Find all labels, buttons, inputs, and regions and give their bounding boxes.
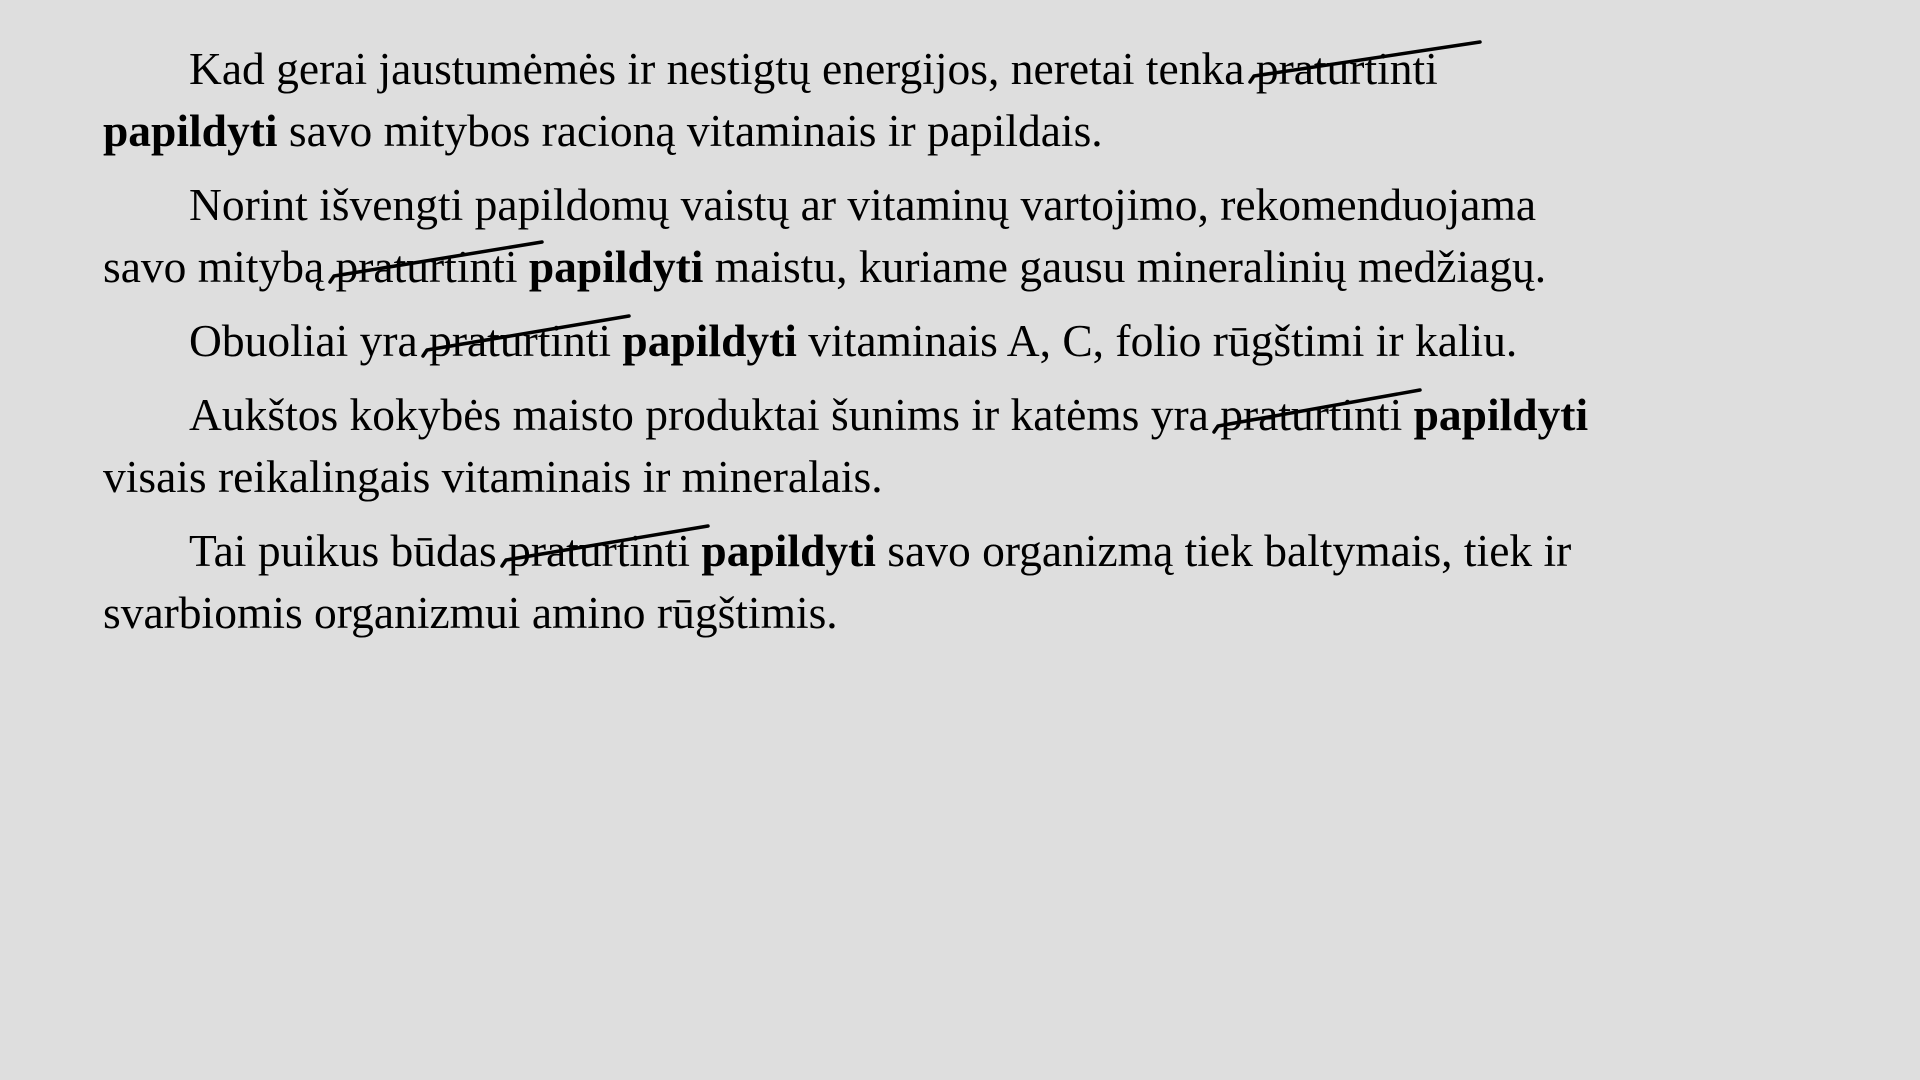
paragraph-5-struck-word	[508, 520, 690, 582]
paragraph-1-text-before: Kad gerai jaustumėmės ir nestigtų energijos, neretai tenka	[189, 43, 1245, 94]
paragraph-4	[103, 384, 1803, 508]
paragraph-4-text-after: visais reikalingais vitaminais ir mineralais.	[103, 451, 883, 502]
paragraph-4-replacement-word: papildyti	[1413, 389, 1589, 440]
paragraph-5	[103, 520, 1803, 644]
paragraph-3	[103, 310, 1803, 372]
paragraph-1-struck-text: praturtinti	[1255, 43, 1438, 94]
paragraph-3-text-before: Obuoliai yra	[189, 315, 418, 366]
paragraph-3-replacement-word: papildyti	[622, 315, 797, 366]
paragraph-1-text-after: savo mitybos racioną vitaminais ir papildais.	[288, 105, 1103, 156]
document-body	[103, 38, 1803, 656]
paragraph-2-struck-text: praturtinti	[335, 241, 518, 292]
paragraph-5-text-after-line2: svarbiomis organizmui amino rūgštimis.	[103, 587, 838, 638]
paragraph-3-struck-text: praturtinti	[429, 315, 612, 366]
paragraph-1-replacement-word: papildyti	[103, 105, 278, 156]
paragraph-2-struck-word	[336, 236, 518, 298]
paragraph-2-text-before: Norint išvengti papildomų vaistų ar vitaminų vartojimo, rekomenduojama savo mitybą	[103, 179, 1537, 292]
paragraph-5-struck-text: praturtinti	[508, 525, 691, 576]
paragraph-3-text-after: vitaminais A, C, folio rūgštimi ir kaliu.	[808, 315, 1518, 366]
paragraph-5-replacement-word: papildyti	[701, 525, 876, 576]
paragraph-2	[103, 174, 1803, 298]
paragraph-4-struck-text: praturtinti	[1220, 389, 1403, 440]
paragraph-5-text-after-line1: savo organizmą tiek baltymais, tiek ir	[887, 525, 1572, 576]
paragraph-1	[103, 38, 1803, 162]
paragraph-1-struck-word	[1256, 38, 1438, 100]
paragraph-5-text-before: Tai puikus būdas	[189, 525, 497, 576]
paragraph-3-struck-word	[429, 310, 611, 372]
paragraph-2-replacement-word: papildyti	[528, 241, 704, 292]
paragraph-2-text-after: maistu, kuriame gausu mineralinių medžiagų.	[714, 241, 1547, 292]
paragraph-4-text-before: Aukštos kokybės maisto produktai šunims ir katėms yra	[189, 389, 1209, 440]
paragraph-4-struck-word	[1220, 384, 1402, 446]
